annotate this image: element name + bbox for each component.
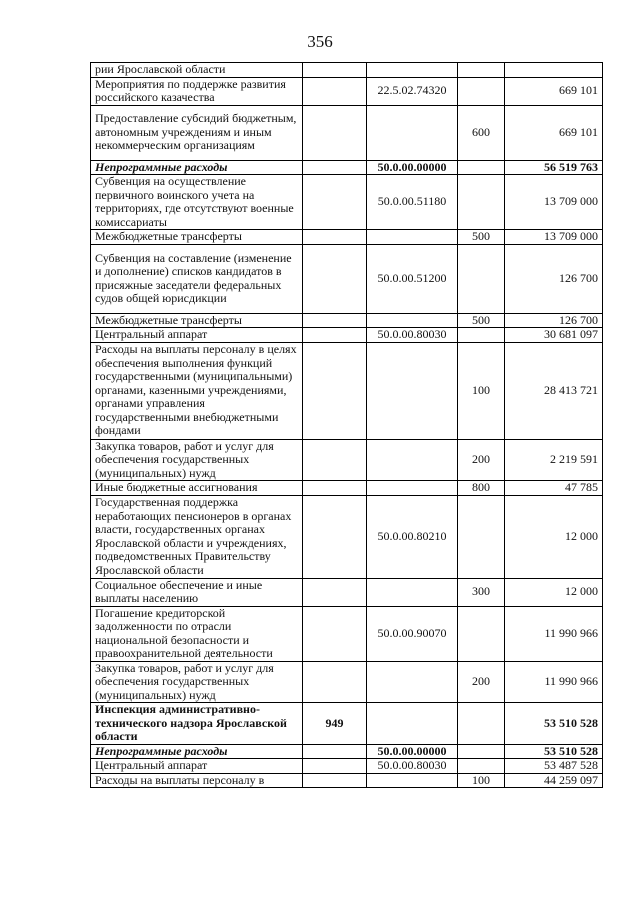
row-name-cell: Социальное обеспечение и иные выплаты населению [91, 578, 303, 606]
row-department-code-cell [303, 661, 367, 703]
row-department-code-cell: 949 [303, 703, 367, 745]
row-department-code-cell [303, 342, 367, 439]
row-amount-cell: 56 519 763 [505, 160, 603, 175]
row-target-code-cell [367, 773, 458, 788]
row-expense-type-cell: 200 [458, 439, 505, 481]
row-department-code-cell [303, 773, 367, 788]
table-row [91, 160, 603, 175]
table-row [91, 744, 603, 759]
row-expense-type-cell: 100 [458, 342, 505, 439]
row-name-cell: Закупка товаров, работ и услуг для обеспечения государственных (муниципальных) нужд [91, 439, 303, 481]
table-row [91, 63, 603, 78]
row-expense-type-cell: 300 [458, 578, 505, 606]
row-department-code-cell [303, 105, 367, 160]
row-amount-cell: 30 681 097 [505, 328, 603, 343]
table-row [91, 661, 603, 703]
row-target-code-cell [367, 661, 458, 703]
table-row [91, 77, 603, 105]
row-target-code-cell: 50.0.00.80030 [367, 759, 458, 774]
table-row [91, 481, 603, 496]
row-target-code-cell [367, 63, 458, 78]
row-department-code-cell [303, 606, 367, 661]
row-name-cell: Иные бюджетные ассигнования [91, 481, 303, 496]
row-expense-type-cell [458, 244, 505, 313]
row-name-cell: Центральный аппарат [91, 328, 303, 343]
row-target-code-cell: 50.0.00.51200 [367, 244, 458, 313]
row-amount-cell: 126 700 [505, 313, 603, 328]
row-name-cell: рии Ярославской области [91, 63, 303, 78]
budget-table [90, 62, 603, 788]
row-amount-cell: 13 709 000 [505, 230, 603, 245]
row-amount-cell: 11 990 966 [505, 606, 603, 661]
table-row [91, 105, 603, 160]
row-department-code-cell [303, 759, 367, 774]
row-name-cell: Мероприятия по поддержке развития российского казачества [91, 77, 303, 105]
row-amount-cell [505, 63, 603, 78]
row-target-code-cell [367, 230, 458, 245]
row-amount-cell: 126 700 [505, 244, 603, 313]
row-expense-type-cell [458, 495, 505, 578]
row-expense-type-cell [458, 759, 505, 774]
row-expense-type-cell: 600 [458, 105, 505, 160]
row-department-code-cell [303, 439, 367, 481]
table-row [91, 328, 603, 343]
table-row [91, 759, 603, 774]
row-department-code-cell [303, 160, 367, 175]
row-department-code-cell [303, 744, 367, 759]
row-amount-cell: 669 101 [505, 105, 603, 160]
row-name-cell: Субвенция на составление (изменение и дополнение) списков кандидатов в присяжные заседатели федеральных судов общей юрисдикции [91, 244, 303, 313]
table-row [91, 230, 603, 245]
table-row [91, 439, 603, 481]
table-row [91, 244, 603, 313]
row-expense-type-cell [458, 175, 505, 230]
table-row [91, 313, 603, 328]
row-expense-type-cell: 800 [458, 481, 505, 496]
row-department-code-cell [303, 230, 367, 245]
row-department-code-cell [303, 481, 367, 496]
row-name-cell: Закупка товаров, работ и услуг для обеспечения государственных (муниципальных) нужд [91, 661, 303, 703]
row-expense-type-cell: 500 [458, 230, 505, 245]
row-name-cell: Межбюджетные трансферты [91, 313, 303, 328]
row-name-cell: Непрограммные расходы [91, 744, 303, 759]
row-department-code-cell [303, 313, 367, 328]
row-name-cell: Погашение кредиторской задолженности по отрасли национальной безопасности и правоохранительной деятельности [91, 606, 303, 661]
row-department-code-cell [303, 495, 367, 578]
row-name-cell: Непрограммные расходы [91, 160, 303, 175]
table-row [91, 773, 603, 788]
row-expense-type-cell [458, 744, 505, 759]
row-amount-cell: 669 101 [505, 77, 603, 105]
row-department-code-cell [303, 175, 367, 230]
row-amount-cell: 2 219 591 [505, 439, 603, 481]
row-name-cell: Инспекция административно-технического надзора Ярославской области [91, 703, 303, 745]
row-name-cell: Предоставление субсидий бюджетным, автономным учреждениям и иным некоммерческим организациям [91, 105, 303, 160]
row-name-cell: Субвенция на осуществление первичного воинского учета на территориях, где отсутствуют военные комиссариаты [91, 175, 303, 230]
table-row [91, 495, 603, 578]
row-department-code-cell [303, 578, 367, 606]
row-department-code-cell [303, 328, 367, 343]
row-target-code-cell [367, 703, 458, 745]
row-department-code-cell [303, 63, 367, 78]
budget-table-body [91, 63, 603, 788]
row-name-cell: Государственная поддержка неработающих пенсионеров в органах власти, государственных органах Ярославской области и учреждениях, подведомственных Правительству Ярославской области [91, 495, 303, 578]
row-target-code-cell: 50.0.00.90070 [367, 606, 458, 661]
row-amount-cell: 53 510 528 [505, 703, 603, 745]
row-expense-type-cell: 500 [458, 313, 505, 328]
row-expense-type-cell [458, 160, 505, 175]
row-name-cell: Межбюджетные трансферты [91, 230, 303, 245]
row-target-code-cell [367, 313, 458, 328]
row-expense-type-cell [458, 606, 505, 661]
row-expense-type-cell: 200 [458, 661, 505, 703]
row-target-code-cell: 50.0.00.80210 [367, 495, 458, 578]
row-amount-cell: 12 000 [505, 578, 603, 606]
row-target-code-cell [367, 439, 458, 481]
row-department-code-cell [303, 77, 367, 105]
row-expense-type-cell [458, 703, 505, 745]
row-expense-type-cell [458, 328, 505, 343]
row-target-code-cell: 22.5.02.74320 [367, 77, 458, 105]
row-name-cell: Центральный аппарат [91, 759, 303, 774]
table-row [91, 175, 603, 230]
row-amount-cell: 12 000 [505, 495, 603, 578]
row-amount-cell: 53 510 528 [505, 744, 603, 759]
row-target-code-cell: 50.0.00.00000 [367, 744, 458, 759]
table-row [91, 578, 603, 606]
row-target-code-cell: 50.0.00.80030 [367, 328, 458, 343]
row-amount-cell: 28 413 721 [505, 342, 603, 439]
row-department-code-cell [303, 244, 367, 313]
row-target-code-cell [367, 105, 458, 160]
row-amount-cell: 11 990 966 [505, 661, 603, 703]
table-row [91, 342, 603, 439]
row-amount-cell: 13 709 000 [505, 175, 603, 230]
table-row [91, 606, 603, 661]
row-expense-type-cell [458, 63, 505, 78]
row-target-code-cell: 50.0.00.51180 [367, 175, 458, 230]
row-expense-type-cell: 100 [458, 773, 505, 788]
row-target-code-cell [367, 481, 458, 496]
row-name-cell: Расходы на выплаты персоналу в целях обеспечения выполнения функций государственными (муниципальными) органами, казенными учреждениями, органами управления государственными внебюджетными фондами [91, 342, 303, 439]
row-target-code-cell [367, 342, 458, 439]
row-name-cell: Расходы на выплаты персоналу в [91, 773, 303, 788]
table-row [91, 703, 603, 745]
row-amount-cell: 47 785 [505, 481, 603, 496]
row-target-code-cell [367, 578, 458, 606]
page-number: 356 [307, 32, 333, 51]
row-amount-cell: 53 487 528 [505, 759, 603, 774]
row-amount-cell: 44 259 097 [505, 773, 603, 788]
row-target-code-cell: 50.0.00.00000 [367, 160, 458, 175]
row-expense-type-cell [458, 77, 505, 105]
